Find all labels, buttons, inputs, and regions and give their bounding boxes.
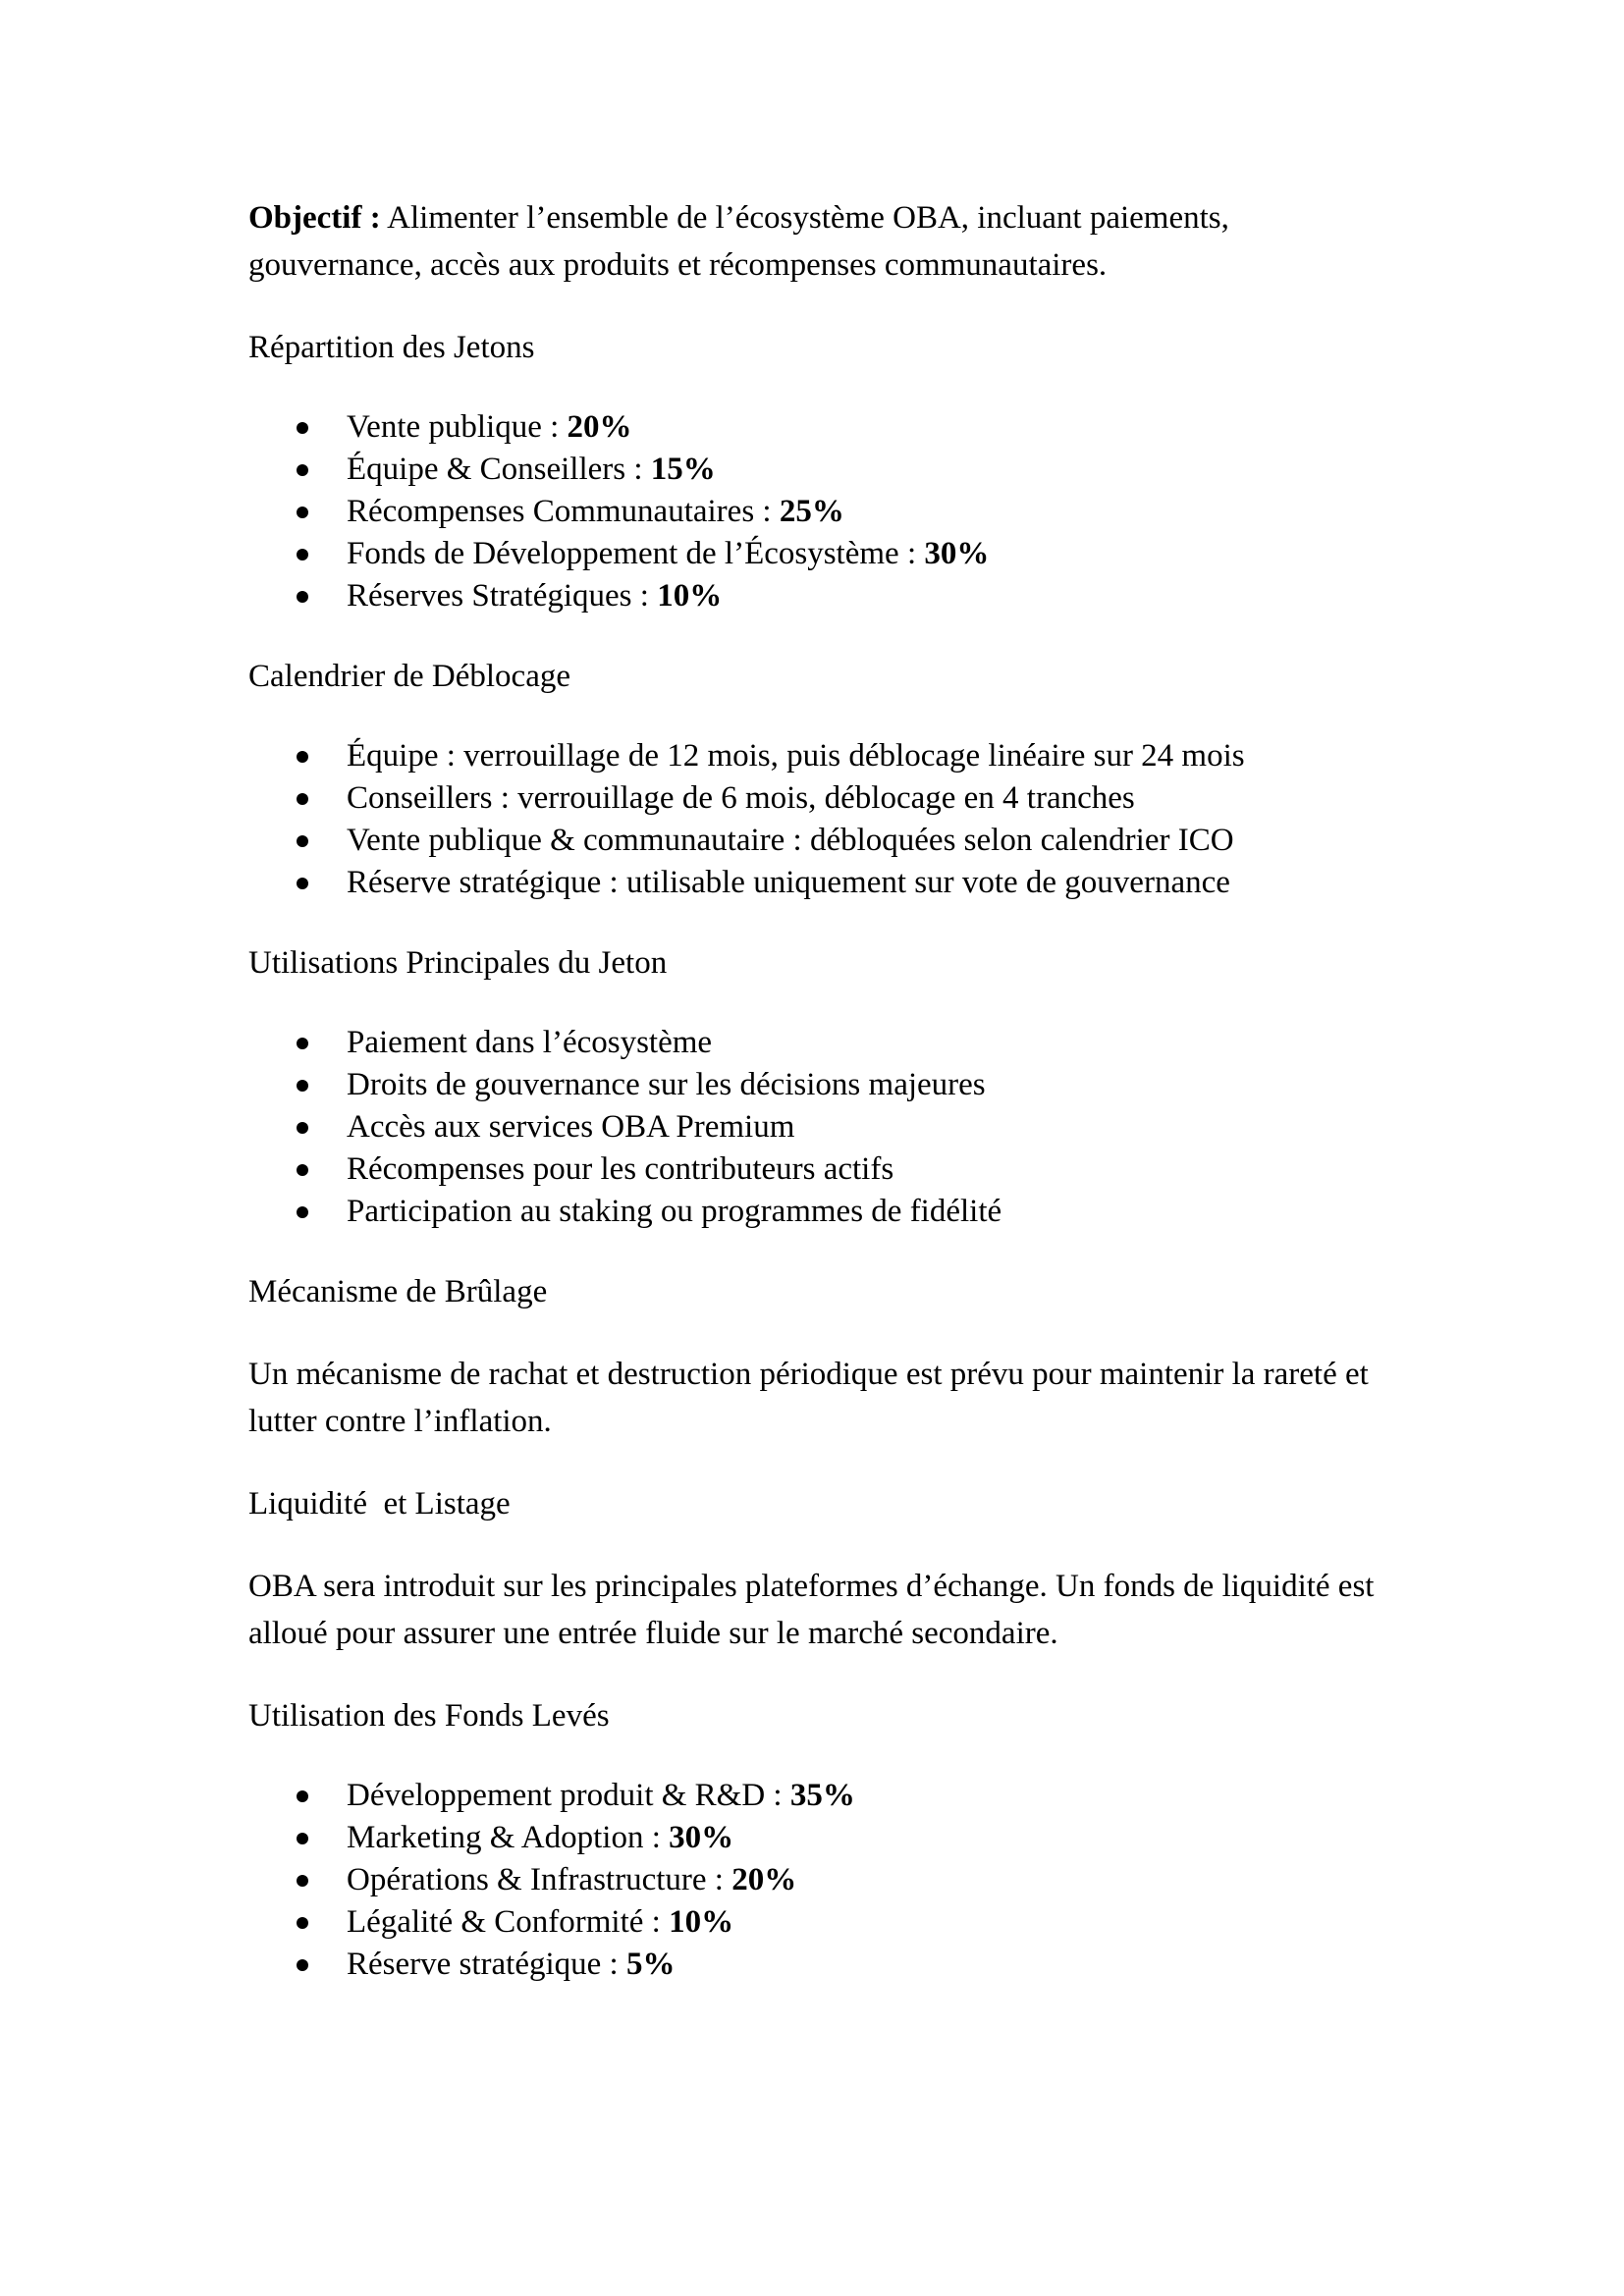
bullet-icon bbox=[297, 422, 308, 434]
list-item-text: Légalité & Conformité : bbox=[347, 1904, 670, 1940]
funds-usage-list bbox=[248, 1775, 1387, 1986]
list-item-text: Fonds de Développement de l’Écosystème : bbox=[347, 536, 925, 571]
bullet-icon bbox=[297, 1122, 308, 1134]
list-item-text: Vente publique & communautaire : débloquées selon calendrier ICO bbox=[347, 823, 1234, 858]
bullet-icon bbox=[297, 1080, 308, 1092]
list-item-value: 35% bbox=[789, 1778, 855, 1813]
list-item-text: Récompenses pour les contributeurs actifs bbox=[347, 1151, 894, 1187]
bullet-icon bbox=[297, 1038, 308, 1049]
list-item-value: 30% bbox=[669, 1820, 734, 1855]
list-item bbox=[248, 1859, 1387, 1901]
list-item bbox=[248, 1148, 1387, 1191]
list-item bbox=[248, 1064, 1387, 1106]
list-item bbox=[248, 1022, 1387, 1064]
list-item bbox=[248, 1775, 1387, 1817]
bullet-icon bbox=[297, 1206, 308, 1218]
list-item-value: 5% bbox=[625, 1947, 676, 1982]
list-item-text: Réserve stratégique : bbox=[347, 1947, 626, 1982]
bullet-icon bbox=[297, 793, 308, 805]
list-item-text: Droits de gouvernance sur les décisions majeures bbox=[347, 1067, 986, 1102]
bullet-icon bbox=[297, 1790, 308, 1802]
list-item-value: 15% bbox=[650, 452, 716, 487]
bullet-icon bbox=[297, 549, 308, 561]
bullet-icon bbox=[297, 751, 308, 763]
list-item bbox=[248, 491, 1387, 533]
list-item-text: Conseillers : verrouillage de 6 mois, déblocage en 4 tranches bbox=[347, 780, 1135, 816]
section-heading-mecanisme-de-brulage: Mécanisme de Brûlage bbox=[248, 1274, 548, 1309]
bullet-icon bbox=[297, 1917, 308, 1929]
list-item-text: Vente publique : bbox=[347, 409, 568, 445]
bullet-icon bbox=[297, 835, 308, 847]
token-distribution-list bbox=[248, 406, 1387, 617]
list-item-value: 30% bbox=[924, 536, 990, 571]
list-item bbox=[248, 1901, 1387, 1944]
list-item bbox=[248, 820, 1387, 862]
unlock-schedule-list bbox=[248, 735, 1387, 904]
list-item-text: Participation au staking ou programmes de fidélité bbox=[347, 1194, 1002, 1229]
list-item bbox=[248, 735, 1387, 777]
bullet-icon bbox=[297, 1833, 308, 1844]
list-item bbox=[248, 777, 1387, 820]
list-item-value: 20% bbox=[567, 409, 632, 445]
section-heading-utilisation-des-fonds: Utilisation des Fonds Levés bbox=[248, 1698, 610, 1734]
list-item-text: Opérations & Infrastructure : bbox=[347, 1862, 732, 1897]
bullet-icon bbox=[297, 1875, 308, 1887]
intro-text: Alimenter l’ensemble de l’écosystème OBA, incluant paiements, gouvernance, accès aux produits et récompenses communautaires. bbox=[248, 200, 1229, 283]
bullet-icon bbox=[297, 507, 308, 518]
bullet-icon bbox=[297, 1959, 308, 1971]
burn-mechanism-paragraph: Un mécanisme de rachat et destruction périodique est prévu pour maintenir la rareté et lutter contre l’inflation. bbox=[248, 1357, 1369, 1439]
list-item bbox=[248, 533, 1387, 575]
token-uses-list bbox=[248, 1022, 1387, 1233]
list-item-text: Paiement dans l’écosystème bbox=[347, 1025, 713, 1060]
list-item-text: Marketing & Adoption : bbox=[347, 1820, 670, 1855]
list-item-text: Équipe & Conseillers : bbox=[347, 452, 651, 487]
intro-paragraph bbox=[248, 194, 1387, 289]
list-item bbox=[248, 449, 1387, 491]
list-item-value: 25% bbox=[779, 494, 844, 529]
list-item bbox=[248, 1191, 1387, 1233]
section-heading-utilisations-principales: Utilisations Principales du Jeton bbox=[248, 945, 668, 981]
list-item-text: Réserve stratégique : utilisable uniquement sur vote de gouvernance bbox=[347, 865, 1230, 900]
list-item-value: 10% bbox=[669, 1904, 734, 1940]
list-item bbox=[248, 575, 1387, 617]
list-item bbox=[248, 862, 1387, 904]
section-heading-liquidite-et-listage: Liquidité et Listage bbox=[248, 1486, 511, 1522]
bullet-icon bbox=[297, 591, 308, 603]
list-item-text: Équipe : verrouillage de 12 mois, puis déblocage linéaire sur 24 mois bbox=[347, 738, 1245, 774]
list-item-text: Développement produit & R&D : bbox=[347, 1778, 790, 1813]
section-heading-repartition-des-jetons: Répartition des Jetons bbox=[248, 330, 535, 365]
bullet-icon bbox=[297, 1164, 308, 1176]
list-item bbox=[248, 1944, 1387, 1986]
liquidity-paragraph: OBA sera introduit sur les principales plateformes d’échange. Un fonds de liquidité est alloué pour assurer une entrée fluide sur le marché secondaire. bbox=[248, 1569, 1375, 1651]
bullet-icon bbox=[297, 878, 308, 889]
list-item bbox=[248, 1106, 1387, 1148]
list-item bbox=[248, 406, 1387, 449]
list-item-value: 10% bbox=[657, 578, 723, 614]
intro-label: Objectif : bbox=[248, 200, 381, 236]
list-item-text: Réserves Stratégiques : bbox=[347, 578, 658, 614]
list-item-value: 20% bbox=[731, 1862, 797, 1897]
list-item-text: Accès aux services OBA Premium bbox=[347, 1109, 795, 1145]
bullet-icon bbox=[297, 464, 308, 476]
section-heading-calendrier-de-deblocage: Calendrier de Déblocage bbox=[248, 659, 571, 694]
list-item bbox=[248, 1817, 1387, 1859]
list-item-text: Récompenses Communautaires : bbox=[347, 494, 780, 529]
